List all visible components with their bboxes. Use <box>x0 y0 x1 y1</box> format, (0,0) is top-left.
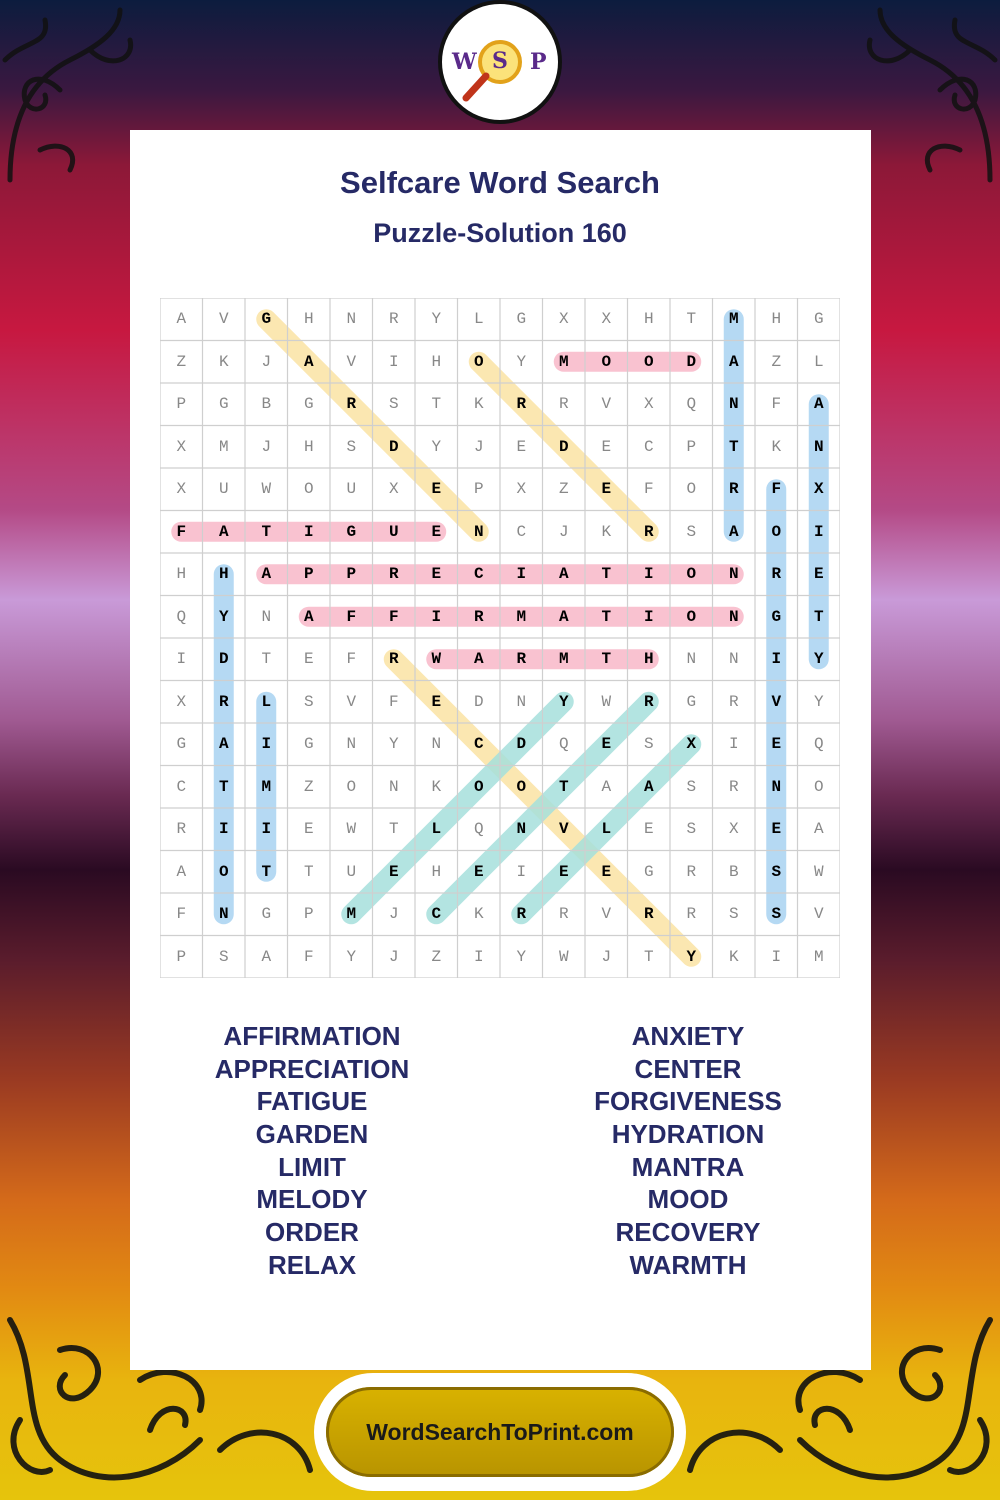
grid-cell[interactable]: Z <box>771 352 782 371</box>
grid-cell[interactable]: A <box>176 310 187 329</box>
grid-cell[interactable]: I <box>771 650 782 669</box>
grid-cell[interactable]: H <box>176 565 187 584</box>
grid-cell[interactable]: E <box>303 650 314 669</box>
grid-cell[interactable]: O <box>473 777 484 796</box>
page-subtitle: Puzzle-Solution 160 <box>373 218 627 248</box>
grid-cell[interactable]: N <box>686 650 697 669</box>
grid-cell[interactable]: P <box>473 480 484 499</box>
grid-cell[interactable]: A <box>601 777 612 796</box>
word-list-item: FORGIVENESS <box>594 1086 782 1117</box>
grid-cell[interactable]: T <box>261 522 272 541</box>
grid-cell[interactable]: N <box>388 777 399 796</box>
grid-cell[interactable]: H <box>303 437 314 456</box>
grid-cell[interactable]: A <box>558 565 569 584</box>
grid-cell[interactable]: X <box>728 820 739 839</box>
grid-cell[interactable]: S <box>643 735 654 754</box>
grid-cell[interactable]: P <box>303 565 314 584</box>
grid-cell[interactable]: E <box>813 565 824 584</box>
grid-cell[interactable]: R <box>643 905 654 924</box>
grid-cell[interactable]: A <box>303 607 314 626</box>
grid-cell[interactable]: E <box>388 862 399 881</box>
grid-cell[interactable]: Z <box>558 480 569 499</box>
grid-cell[interactable]: I <box>813 522 824 541</box>
grid-cell[interactable]: F <box>388 607 399 626</box>
grid-cell[interactable]: G <box>643 862 654 881</box>
grid-cell[interactable]: G <box>303 395 314 414</box>
grid-cell[interactable]: K <box>218 352 229 371</box>
grid-cell[interactable]: Y <box>686 947 697 966</box>
grid-cell[interactable]: X <box>558 310 569 329</box>
grid-cell[interactable]: R <box>346 395 357 414</box>
grid-cell[interactable]: Q <box>176 607 187 626</box>
grid-cell[interactable]: K <box>473 395 484 414</box>
grid-cell[interactable]: Y <box>388 735 399 754</box>
word-list-item: MANTRA <box>631 1151 745 1182</box>
grid-cell[interactable]: K <box>431 777 442 796</box>
grid-cell[interactable]: A <box>176 862 187 881</box>
grid-cell[interactable]: A <box>728 522 739 541</box>
grid-cell[interactable]: V <box>346 692 357 711</box>
grid-cell[interactable]: R <box>218 692 229 711</box>
grid-cell[interactable]: Q <box>558 735 569 754</box>
grid-cell[interactable]: Y <box>218 607 229 626</box>
grid-cell[interactable]: T <box>431 395 442 414</box>
grid-cell[interactable]: S <box>218 947 229 966</box>
word-list-item: ORDER <box>265 1217 359 1248</box>
grid-cell[interactable]: O <box>516 777 527 796</box>
grid-cell[interactable]: S <box>771 862 782 881</box>
grid-cell[interactable]: U <box>346 480 357 499</box>
grid-cell[interactable]: T <box>686 310 697 329</box>
grid-cell[interactable]: A <box>218 522 229 541</box>
grid-cell[interactable]: H <box>303 310 314 329</box>
grid-cell[interactable]: T <box>643 947 654 966</box>
grid-cell[interactable]: K <box>473 905 484 924</box>
grid-cell[interactable]: H <box>431 352 442 371</box>
grid-cell[interactable]: O <box>813 777 824 796</box>
grid-cell[interactable]: G <box>303 735 314 754</box>
grid-cell[interactable]: Y <box>516 947 527 966</box>
grid-cell[interactable]: Y <box>431 310 442 329</box>
grid-cell[interactable]: S <box>686 820 697 839</box>
grid-cell[interactable]: G <box>261 905 272 924</box>
grid-cell[interactable]: N <box>516 692 527 711</box>
grid-cell[interactable]: I <box>516 565 527 584</box>
grid-cell[interactable]: Y <box>346 947 357 966</box>
grid-cell[interactable]: N <box>728 607 739 626</box>
grid-cell[interactable]: B <box>728 862 739 881</box>
grid-cell[interactable]: T <box>218 777 229 796</box>
grid-cell[interactable]: A <box>473 650 484 669</box>
grid-cell[interactable]: G <box>218 395 229 414</box>
site-logo[interactable] <box>438 0 562 124</box>
grid-cell[interactable]: A <box>303 352 314 371</box>
grid-cell[interactable]: P <box>176 395 187 414</box>
grid-cell[interactable]: F <box>771 480 782 499</box>
grid-cell[interactable]: H <box>431 862 442 881</box>
grid-cell[interactable]: W <box>813 862 824 881</box>
grid-cell[interactable]: G <box>176 735 187 754</box>
grid-cell[interactable]: T <box>261 650 272 669</box>
grid-cell[interactable]: J <box>601 947 612 966</box>
footer-site-link[interactable]: WordSearchToPrint.com <box>366 1418 634 1445</box>
word-list-item: WARMTH <box>629 1249 747 1280</box>
grid-cell[interactable]: O <box>686 480 697 499</box>
grid-cell[interactable]: W <box>431 650 442 669</box>
grid-cell[interactable]: Z <box>303 777 314 796</box>
grid-cell[interactable]: V <box>601 905 612 924</box>
grid-cell[interactable]: M <box>346 905 357 924</box>
grid-cell[interactable]: A <box>218 735 229 754</box>
grid-cell[interactable]: Z <box>176 352 187 371</box>
grid-cell[interactable]: J <box>388 947 399 966</box>
grid-cell[interactable]: K <box>728 947 739 966</box>
grid-cell[interactable]: L <box>813 352 824 371</box>
grid-cell[interactable]: N <box>218 905 229 924</box>
grid-cell[interactable]: F <box>643 480 654 499</box>
grid-cell[interactable]: O <box>686 607 697 626</box>
grid-cell[interactable]: R <box>728 692 739 711</box>
grid-cell[interactable]: R <box>728 777 739 796</box>
grid-cell[interactable]: E <box>431 565 442 584</box>
grid-cell[interactable]: T <box>813 607 824 626</box>
grid-cell[interactable]: C <box>643 437 654 456</box>
grid-cell[interactable]: C <box>473 735 484 754</box>
word-list-item: LIMIT <box>278 1151 346 1182</box>
grid-cell[interactable]: R <box>388 650 399 669</box>
grid-cell[interactable]: R <box>771 565 782 584</box>
grid-cell[interactable]: L <box>473 310 484 329</box>
grid-cell[interactable]: M <box>558 650 569 669</box>
grid-cell[interactable]: T <box>601 607 612 626</box>
grid-cell[interactable]: W <box>601 692 612 711</box>
grid-cell[interactable]: M <box>261 777 272 796</box>
grid-cell[interactable]: H <box>771 310 782 329</box>
grid-cell[interactable]: D <box>558 437 569 456</box>
grid-cell[interactable]: G <box>346 522 357 541</box>
grid-cell[interactable]: I <box>261 735 272 754</box>
word-list-item: MELODY <box>256 1184 368 1215</box>
grid-cell[interactable]: E <box>558 862 569 881</box>
grid-cell[interactable]: O <box>686 565 697 584</box>
grid-cell[interactable]: W <box>346 820 357 839</box>
grid-cell[interactable]: G <box>813 310 824 329</box>
grid-cell[interactable]: R <box>176 820 187 839</box>
word-list-item: MOOD <box>647 1184 729 1215</box>
grid-cell[interactable]: Y <box>516 352 527 371</box>
grid-cell[interactable]: T <box>601 565 612 584</box>
grid-cell[interactable]: P <box>303 905 314 924</box>
grid-cell[interactable]: Y <box>431 437 442 456</box>
grid-cell[interactable]: Q <box>813 735 824 754</box>
grid-cell[interactable]: E <box>771 735 782 754</box>
word-list-right <box>538 1020 838 1282</box>
grid-cell[interactable]: A <box>728 352 739 371</box>
grid-cell[interactable]: R <box>516 650 527 669</box>
grid-cell[interactable]: Y <box>813 692 824 711</box>
grid-cell[interactable]: D <box>388 437 399 456</box>
grid-cell[interactable]: A <box>558 607 569 626</box>
grid-cell[interactable]: O <box>601 352 612 371</box>
grid-cell[interactable]: F <box>771 395 782 414</box>
logo-letter-p: P <box>530 49 547 75</box>
grid-cell[interactable]: V <box>601 395 612 414</box>
logo-letter-s: S <box>492 48 508 74</box>
grid-cell[interactable]: N <box>473 522 484 541</box>
grid-cell[interactable]: N <box>261 607 272 626</box>
grid-cell[interactable]: X <box>516 480 527 499</box>
grid-cell[interactable]: X <box>813 480 824 499</box>
grid-cell[interactable]: A <box>643 777 654 796</box>
word-list-item: AFFIRMATION <box>223 1021 401 1051</box>
grid-cell[interactable]: M <box>558 352 569 371</box>
grid-cell[interactable]: X <box>643 395 654 414</box>
grid-cell[interactable]: I <box>261 820 272 839</box>
grid-cell[interactable]: S <box>771 905 782 924</box>
top-right-ornament <box>850 0 1000 190</box>
grid-cell[interactable]: T <box>728 437 739 456</box>
word-list-left <box>162 1020 462 1282</box>
grid-cell[interactable]: P <box>686 437 697 456</box>
grid-cell[interactable]: S <box>686 522 697 541</box>
grid-cell[interactable]: H <box>218 565 229 584</box>
grid-cell[interactable]: E <box>431 480 442 499</box>
grid-cell[interactable]: R <box>728 480 739 499</box>
grid-cell[interactable]: O <box>771 522 782 541</box>
grid-cell[interactable]: R <box>686 905 697 924</box>
grid-cell[interactable]: L <box>431 820 442 839</box>
grid-cell[interactable]: O <box>218 862 229 881</box>
grid-cell[interactable]: J <box>388 905 399 924</box>
grid-cell[interactable]: J <box>261 352 272 371</box>
grid-cell[interactable]: Z <box>431 947 442 966</box>
grid-cell[interactable]: X <box>176 692 187 711</box>
grid-cell[interactable]: R <box>558 395 569 414</box>
word-list-item: RELAX <box>267 1249 357 1280</box>
grid-cell[interactable]: I <box>303 522 314 541</box>
grid-cell[interactable]: M <box>516 607 527 626</box>
grid-cell[interactable]: L <box>261 692 272 711</box>
grid-cell[interactable]: I <box>388 352 399 371</box>
grid-cell[interactable]: N <box>728 565 739 584</box>
grid-cell[interactable]: I <box>516 862 527 881</box>
grid-cell[interactable]: U <box>388 522 399 541</box>
grid-cell[interactable]: A <box>813 820 824 839</box>
grid-cell[interactable]: R <box>516 395 527 414</box>
grid-cell[interactable]: R <box>686 862 697 881</box>
grid-cell[interactable]: D <box>218 650 229 669</box>
grid-cell[interactable]: S <box>388 395 399 414</box>
grid-cell[interactable]: C <box>431 905 442 924</box>
grid-cell[interactable]: F <box>346 650 357 669</box>
grid-cell[interactable]: I <box>176 650 187 669</box>
grid-cell[interactable]: T <box>261 862 272 881</box>
grid-cell[interactable]: F <box>176 522 187 541</box>
grid-cell[interactable]: E <box>601 862 612 881</box>
grid-cell[interactable]: C <box>473 565 484 584</box>
word-list-item: FATIGUE <box>256 1086 368 1117</box>
grid-cell[interactable]: E <box>516 437 527 456</box>
grid-cell[interactable]: K <box>771 437 782 456</box>
grid-cell[interactable]: V <box>218 310 229 329</box>
grid-cell[interactable]: T <box>601 650 612 669</box>
grid-cell[interactable]: X <box>176 437 187 456</box>
word-list-item: APPRECIATION <box>214 1053 410 1084</box>
page-title: Selfcare Word Search <box>340 165 660 200</box>
grid-cell[interactable]: N <box>346 735 357 754</box>
grid-cell[interactable]: S <box>686 777 697 796</box>
grid-cell[interactable]: N <box>771 777 782 796</box>
grid-cell[interactable]: U <box>218 480 229 499</box>
grid-cell[interactable]: N <box>813 437 824 456</box>
grid-cell[interactable]: H <box>643 310 654 329</box>
grid-cell[interactable]: X <box>601 310 612 329</box>
grid-cell[interactable]: K <box>601 522 612 541</box>
grid-cell[interactable]: G <box>261 310 272 329</box>
grid-cell[interactable]: S <box>728 905 739 924</box>
grid-cell[interactable]: X <box>686 735 697 754</box>
grid-cell[interactable]: R <box>388 310 399 329</box>
grid-cell[interactable]: F <box>346 607 357 626</box>
grid-cell[interactable]: N <box>728 650 739 669</box>
grid-cell[interactable]: P <box>346 565 357 584</box>
grid-cell[interactable]: S <box>303 692 314 711</box>
grid-cell[interactable]: G <box>516 310 527 329</box>
grid-cell[interactable]: E <box>431 692 442 711</box>
grid-cell[interactable]: F <box>303 947 314 966</box>
grid-cell[interactable]: T <box>558 777 569 796</box>
footer-button[interactable] <box>326 1387 674 1477</box>
grid-cell[interactable]: E <box>431 522 442 541</box>
grid-cell[interactable]: R <box>643 522 654 541</box>
grid-cell[interactable]: E <box>771 820 782 839</box>
grid-cell[interactable]: L <box>601 820 612 839</box>
grid-cell[interactable]: U <box>346 862 357 881</box>
grid-cell[interactable]: X <box>388 480 399 499</box>
word-list-item: GARDEN <box>255 1119 369 1150</box>
grid-cell[interactable]: I <box>431 607 442 626</box>
grid-cell[interactable]: O <box>643 352 654 371</box>
grid-cell[interactable]: X <box>176 480 187 499</box>
grid-cell[interactable]: O <box>473 352 484 371</box>
grid-cell[interactable]: R <box>388 565 399 584</box>
top-left-ornament <box>0 0 150 190</box>
grid-cell[interactable]: C <box>516 522 527 541</box>
grid-cell[interactable]: Q <box>473 820 484 839</box>
grid-cell[interactable]: N <box>728 395 739 414</box>
grid-cell[interactable]: E <box>303 820 314 839</box>
grid-cell[interactable]: I <box>728 735 739 754</box>
grid-cell[interactable]: G <box>771 607 782 626</box>
grid-cell[interactable]: A <box>261 947 272 966</box>
grid-cell[interactable]: R <box>516 905 527 924</box>
grid-cell[interactable]: I <box>643 607 654 626</box>
grid-cell[interactable]: D <box>473 692 484 711</box>
word-list-item: CENTER <box>634 1053 742 1084</box>
grid-cell[interactable]: E <box>643 820 654 839</box>
grid-cell[interactable]: D <box>516 735 527 754</box>
grid-cell[interactable]: E <box>473 862 484 881</box>
grid-cell[interactable]: T <box>388 820 399 839</box>
grid-cell[interactable]: D <box>686 352 697 371</box>
grid-cell[interactable]: V <box>771 692 782 711</box>
grid-cell[interactable]: S <box>346 437 357 456</box>
grid-cell[interactable]: R <box>558 905 569 924</box>
grid-cell[interactable]: I <box>643 565 654 584</box>
grid-cell[interactable]: N <box>516 820 527 839</box>
grid-cell[interactable]: O <box>346 777 357 796</box>
grid-cell[interactable]: E <box>601 437 612 456</box>
grid-cell[interactable]: M <box>218 437 229 456</box>
grid-cell[interactable]: E <box>601 480 612 499</box>
grid-cell[interactable]: V <box>813 905 824 924</box>
grid-cell[interactable]: N <box>346 310 357 329</box>
grid-cell[interactable]: Y <box>558 692 569 711</box>
grid-cell[interactable]: J <box>473 437 484 456</box>
grid-cell[interactable]: I <box>771 947 782 966</box>
grid-cell[interactable]: E <box>601 735 612 754</box>
word-list-item: ANXIETY <box>631 1021 745 1051</box>
grid-cell[interactable]: F <box>176 905 187 924</box>
grid-cell[interactable]: N <box>431 735 442 754</box>
grid-cell[interactable]: F <box>388 692 399 711</box>
grid-cell[interactable]: I <box>473 947 484 966</box>
logo-letter-w: W <box>452 49 477 75</box>
grid-cell[interactable]: O <box>303 480 314 499</box>
grid-cell[interactable]: J <box>261 437 272 456</box>
grid-cell[interactable]: R <box>643 692 654 711</box>
grid-cell[interactable]: C <box>176 777 187 796</box>
grid-cell[interactable]: I <box>218 820 229 839</box>
grid-cell[interactable]: R <box>473 607 484 626</box>
grid-cell[interactable]: W <box>558 947 569 966</box>
grid-cell[interactable]: H <box>643 650 654 669</box>
grid-cell[interactable]: A <box>261 565 272 584</box>
grid-cell[interactable]: A <box>813 395 824 414</box>
word-list-item: HYDRATION <box>611 1119 765 1150</box>
grid-cell[interactable]: V <box>558 820 569 839</box>
grid-cell[interactable]: G <box>686 692 697 711</box>
grid-cell[interactable]: P <box>176 947 187 966</box>
grid-cell[interactable]: Q <box>686 395 697 414</box>
word-search-grid <box>160 298 840 978</box>
grid-cell[interactable]: M <box>813 947 824 966</box>
grid-cell[interactable]: Y <box>813 650 824 669</box>
grid-cell[interactable]: T <box>303 862 314 881</box>
grid-cell[interactable]: J <box>558 522 569 541</box>
word-list-item: RECOVERY <box>615 1217 761 1248</box>
grid-cell[interactable]: B <box>261 395 272 414</box>
grid-cell[interactable]: V <box>346 352 357 371</box>
grid-cell[interactable]: M <box>728 310 739 329</box>
grid-cell[interactable]: W <box>261 480 272 499</box>
